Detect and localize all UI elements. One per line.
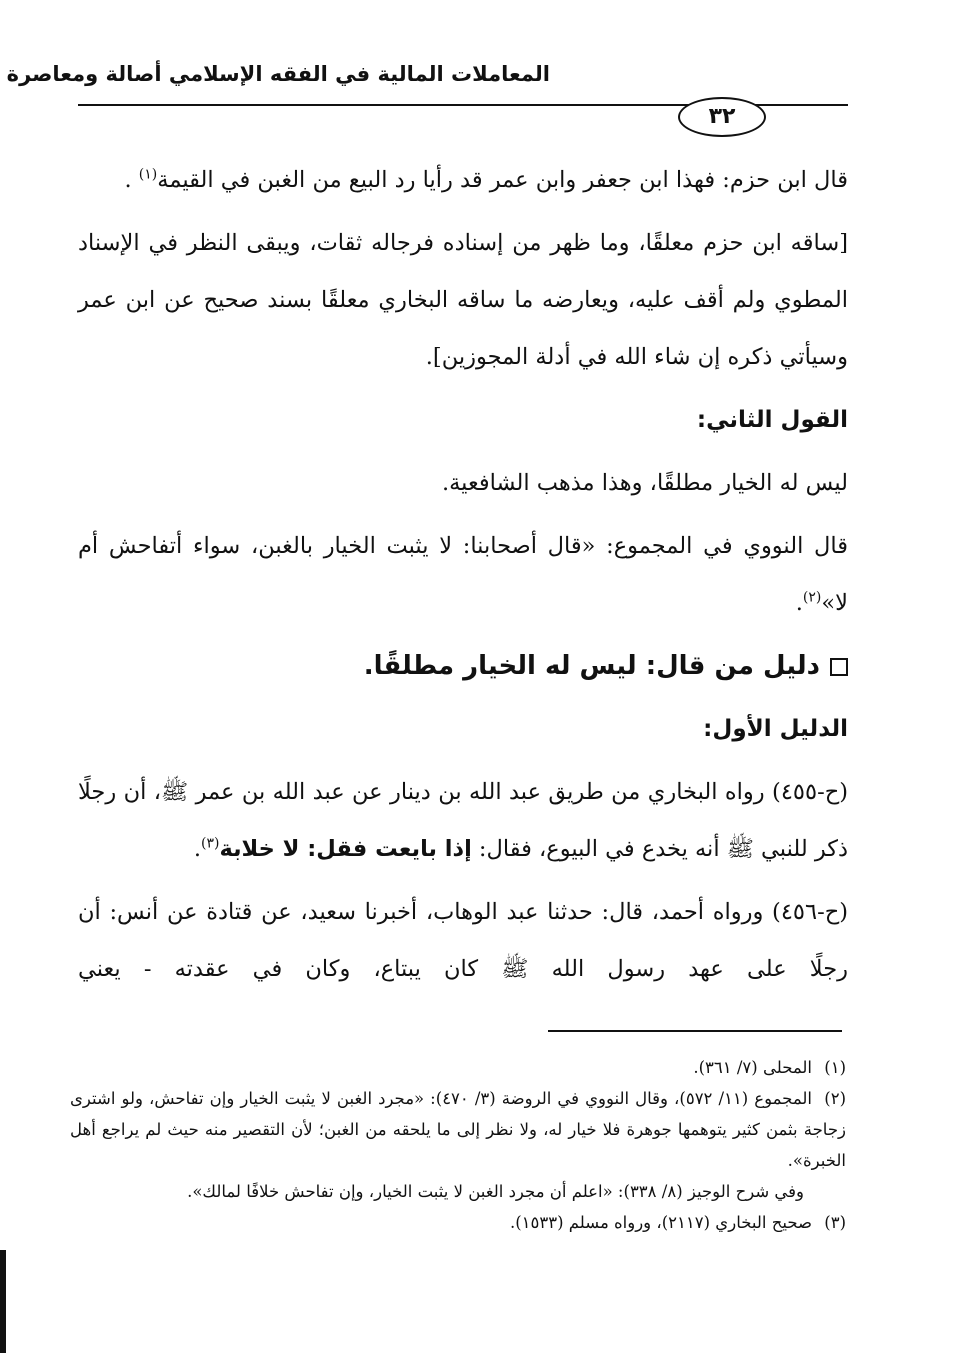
heading-first-evidence: الدليل الأول: xyxy=(703,716,848,742)
footnote-2 xyxy=(70,1083,846,1176)
section-heading-text: دليل من قال: ليس له الخيار مطلقًا. xyxy=(363,651,820,681)
paragraph-bracket-note: [ساقه ابن حزم معلقًا، وما ظهر من إسناده فرجاله ثقات، ويبقى النظر في الإسناد المطوي ولم أقف عليه، ويعارضه ما ساقه البخاري معلقًا بسند صحيح عن ابن عمر وسيأتي ذكره إن شاء الله في أدلة المجوزين]. xyxy=(78,230,848,370)
footnote-2-continued: وفي شرح الوجيز (٨/ ٣٣٨): «اعلم أن مجرد الغبن لا يثبت الخيار، وإن تفاحش خلافًا لمالك». xyxy=(187,1182,804,1201)
paragraph-hadith-456: (ح-٤٥٦) ورواه أحمد، قال: حدثنا عبد الوهاب، أخبرنا سعيد، عن قتادة عن أنس: أن رجلًا على عهد رسول الله ﷺ كان يبتاع، وكان في عقدته - يعني xyxy=(78,899,848,982)
paragraph-shafii: ليس له الخيار مطلقًا، وهذا مذهب الشافعية. xyxy=(441,470,848,496)
heading-second-opinion: القول الثاني: xyxy=(696,407,848,433)
paragraph-text: (ح-٤٥٥) رواه البخاري من طريق عبد الله بن دينار عن عبد الله بن عمر ﷺ، أن رجلًا ذكر للنبي ﷺ أنه يخدع في البيوع، فقال: xyxy=(78,779,848,862)
paragraph-hadith-455: (ح-٤٥٥) رواه البخاري من طريق عبد الله بن دينار عن عبد الله بن عمر ﷺ، أن رجلًا ذكر للنبي ﷺ أنه يخدع في البيوع، فقال: إذا بايعت فقل: لا خلابة$^{(٣)}$. xyxy=(78,779,848,862)
footnote-3 xyxy=(70,1207,846,1238)
footnote-ref-2: (٢) xyxy=(802,589,822,606)
footnote-ref-3: (٣) xyxy=(200,835,220,852)
footnote-text: صحيح البخاري (٢١١٧)، ورواه مسلم (١٥٣٣). xyxy=(509,1213,812,1232)
running-title: المعاملات المالية في الفقه الإسلامي أصالة ومعاصرة xyxy=(6,62,550,86)
footnote-text: المجموع (١١/ ٥٧٢)، وقال النووي في الروضة (٣/ ٤٧٠): «مجرد الغبن لا يثبت الخيار وإن تفاحش، ولو اشترى زجاجة بثمن كثير يتوهمها جوهرة فلا خيار له، ولا نظر إلى ما يلحقه من الغبن؛ لأن التقصير منه حيث لم يراجع أهل الخبرة». xyxy=(70,1089,846,1170)
footnote-1 xyxy=(70,1052,846,1083)
footnote-text: المحلى (٧/ ٣٦١). xyxy=(693,1058,812,1077)
checkbox-square-icon xyxy=(830,658,848,676)
footnote-number: (٢) xyxy=(824,1089,846,1108)
footnote-number: (٣) xyxy=(824,1213,846,1232)
footnote-ref-1: (١) xyxy=(138,166,158,183)
page-number: ٣٢ xyxy=(678,97,766,137)
paragraph-text: قال ابن حزم: فهذا ابن جعفر وابن عمر قد رأيا رد البيع من الغبن في القيمة xyxy=(157,167,848,193)
section-heading xyxy=(78,638,848,695)
paragraph-nawawi: قال النووي في المجموع: «قال أصحابنا: لا يثبت الخيار بالغبن، سواء أتفاحش أم لا»$^{(٢)}$. xyxy=(78,533,848,616)
paragraph-ibn-hazm: قال ابن حزم: فهذا ابن جعفر وابن عمر قد رأيا رد البيع من الغبن في القيمة$^{(١)}$ . xyxy=(124,166,848,193)
scan-edge-line xyxy=(0,1250,6,1353)
footnote-rule xyxy=(548,1030,842,1032)
hadith-quote: إذا بايعت فقل: لا خلابة xyxy=(219,836,472,862)
footnote-number: (١) xyxy=(824,1058,846,1077)
footnotes xyxy=(70,1052,846,1238)
main-text xyxy=(78,152,848,998)
paragraph-text: قال النووي في المجموع: «قال أصحابنا: لا يثبت الخيار بالغبن، سواء أتفاحش أم لا» xyxy=(78,533,848,616)
